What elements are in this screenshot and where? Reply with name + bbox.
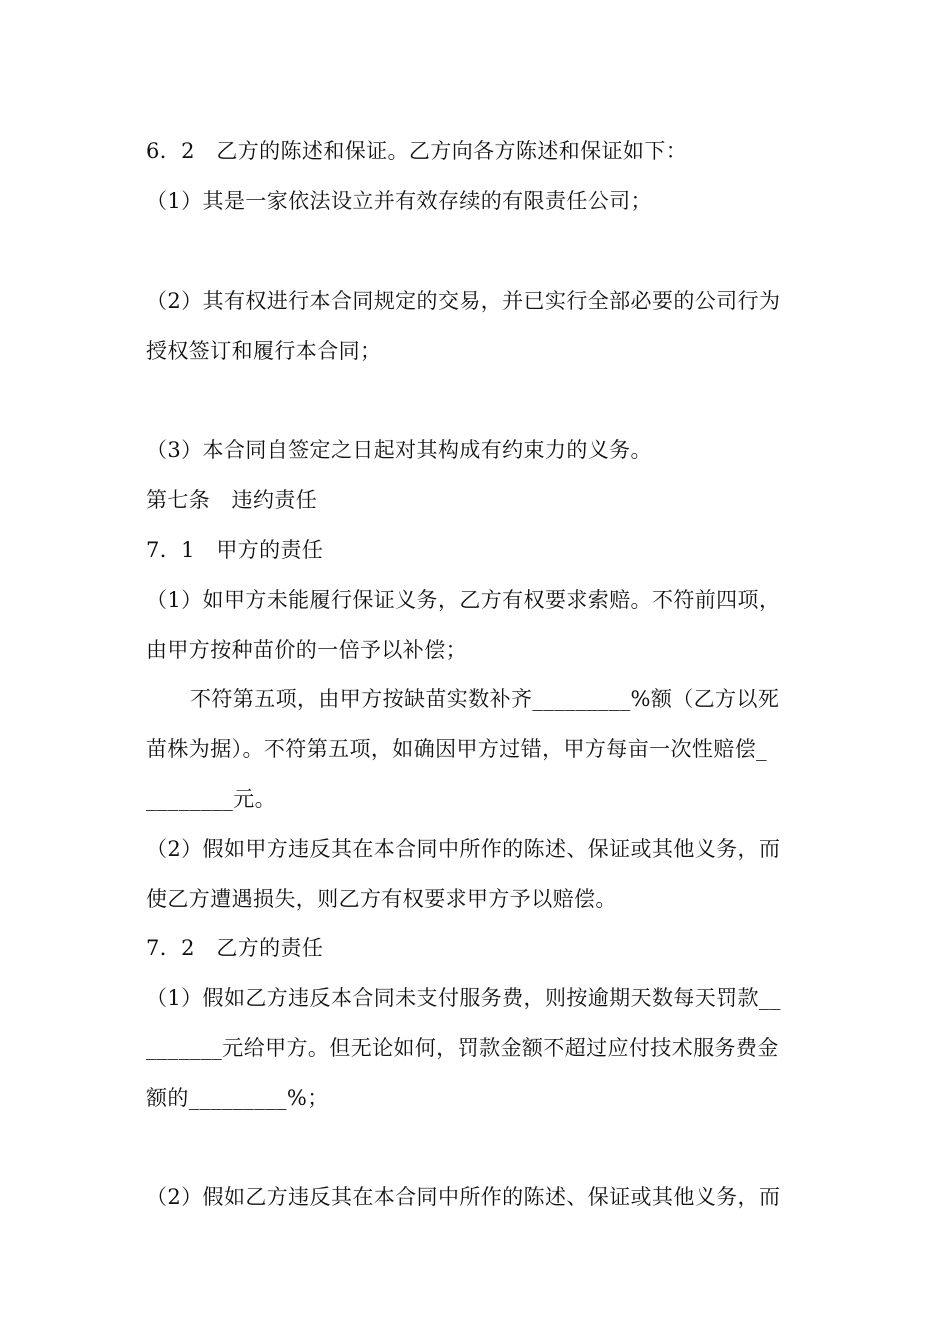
clause-7-1-item-1-line-4: 苗株为据）。不符第五项，如确因甲方过错，甲方每亩一次性赔偿_ <box>146 737 767 761</box>
clause-7-1-item-2-line-2: 使乙方遭遇损失，则乙方有权要求甲方予以赔偿。 <box>146 887 617 911</box>
clause-7-2-item-1-line-3: 额的_________%； <box>146 1086 329 1110</box>
clause-7-1-item-2-line-1: （2）假如甲方违反其在本合同中所作的陈述、保证或其他义务，而 <box>146 837 781 861</box>
clause-6-2-item-1: （1）其是一家依法设立并有效存续的有限责任公司； <box>146 189 652 213</box>
clause-7-2-item-1-line-1: （1）假如乙方违反本合同未支付服务费，则按逾期天数每天罚款__ <box>146 986 781 1010</box>
clause-7-1-heading: 7．1 甲方的责任 <box>146 538 324 562</box>
clause-6-2-item-2-line-1: （2）其有权进行本合同规定的交易，并已实行全部必要的公司行为 <box>146 289 781 313</box>
clause-6-2-item-3: （3）本合同自签定之日起对其构成有约束力的义务。 <box>146 438 652 462</box>
clause-7-2-item-1-line-2: _______元给甲方。但无论如何，罚款金额不超过应付技术服务费金 <box>146 1036 779 1060</box>
clause-6-2-item-2-line-2: 授权签订和履行本合同； <box>146 339 382 363</box>
clause-7-1-item-1-line-3: 不符第五项，由甲方按缺苗实数补齐_________%额（乙方以死 <box>190 687 780 711</box>
clause-7-1-item-1-line-5: ________元。 <box>146 787 276 811</box>
clause-7-2-heading: 7．2 乙方的责任 <box>146 936 324 960</box>
article-7-title: 第七条 违约责任 <box>146 488 318 512</box>
clause-7-1-item-1-line-2: 由甲方按种苗价的一倍予以补偿； <box>146 638 467 662</box>
clause-6-2-heading: 6．2 乙方的陈述和保证。乙方向各方陈述和保证如下： <box>146 139 688 163</box>
clause-7-1-item-1-line-1: （1）如甲方未能履行保证义务，乙方有权要求索赔。不符前四项， <box>146 588 781 612</box>
clause-7-2-item-2-line-1: （2）假如乙方违反其在本合同中所作的陈述、保证或其他义务，而 <box>146 1185 781 1209</box>
